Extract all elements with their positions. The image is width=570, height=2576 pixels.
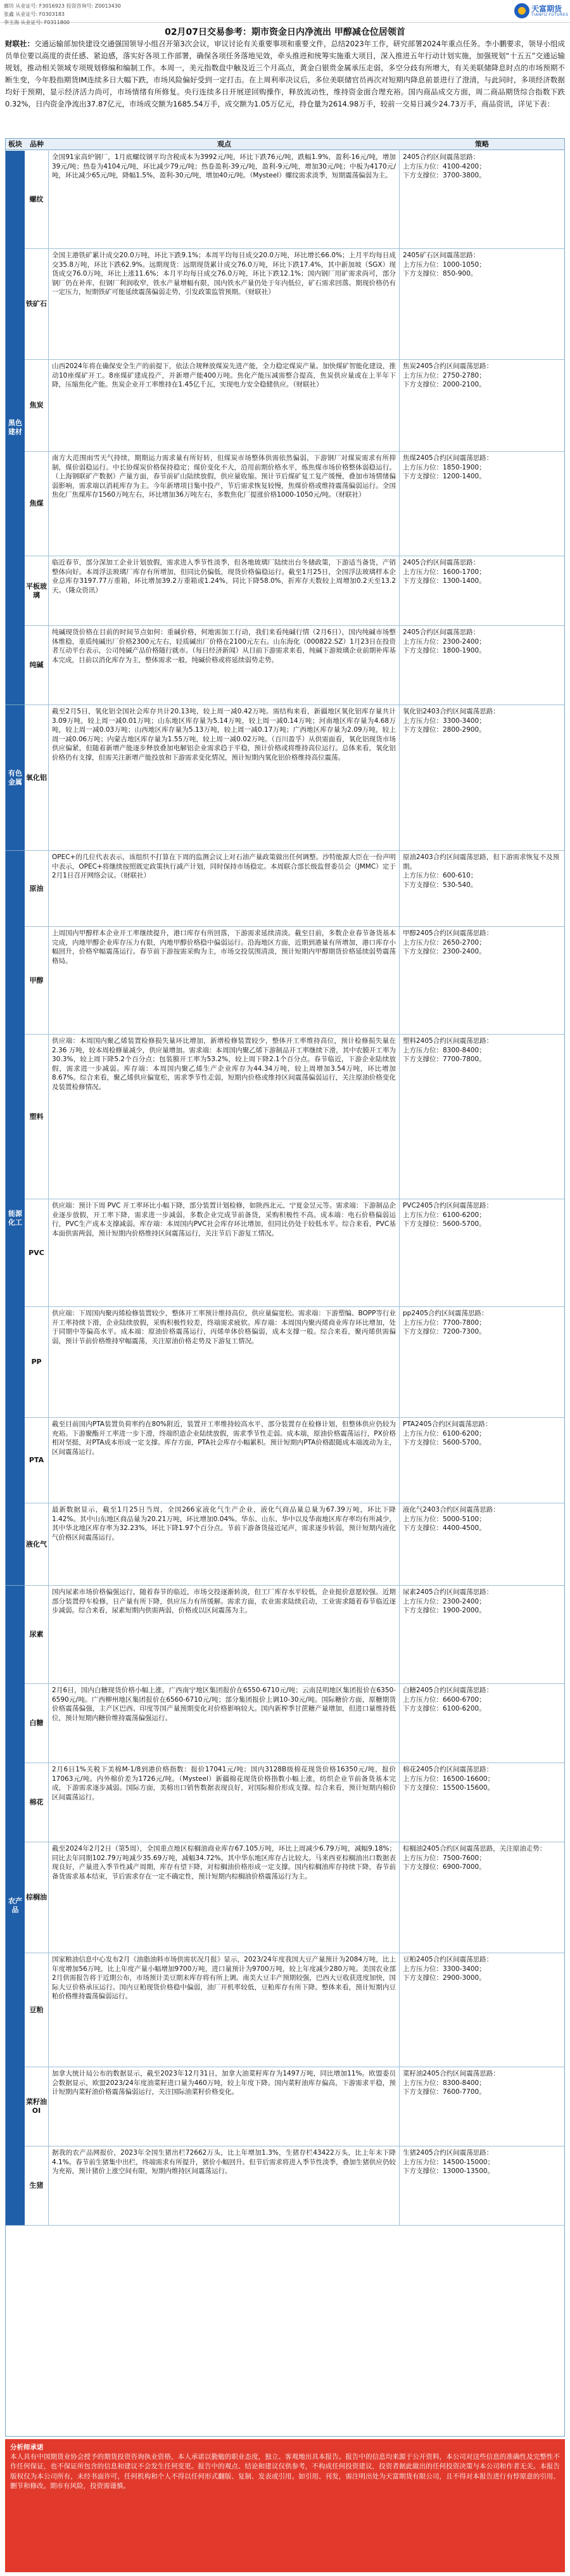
product-view: 供应端：本周国内聚乙烯装置检修损失量环比增加，新增检修装置较少，整体开工率维持高位，预计检修损失量在 2.36 万吨，较本周检修量减少，供应量增加。需求端：本周国内聚乙烯下游制品开工率继续下滑，其中农膜开工率为30.3%，较上周下降5.2个百分点；包装膜开工率为53.2%，较上周下降2.1个百分点。春节临近，下游企业陆续放假，需求进一步减弱。库存端：本周国内聚乙烯生产企业库存为44.34万吨，较上周增加3.54万吨，环比增加8.67%。综合来看，聚乙烯供应偏宽松，需求季节性走弱，短期内价格或维持区间震荡偏弱运行，关注原油价格变化及装置检修情况。	[49, 1035, 400, 1199]
product-view: 2月6日1%关税下美棉M-1/8到港价格指数：报价17041元/吨；国内3128B级棉花现货价格16350元/吨，报价17063元/吨。内外棉价差为1726元/吨。（Mysteel）新疆棉花现货价格指数小幅上涨，纺织企业节前备货基本完成，下游需求逐步减弱。国际方面，美棉出口销售数据表现良好，对国际棉价形成支撑。综合来看，预计短期内棉价区间震荡运行。	[49, 1763, 400, 1842]
commodity-table	[5, 138, 565, 2437]
table-row	[25, 1684, 564, 1763]
product-view: 加拿大统计局公布的数据显示，截至2023年12月31日，加拿大油菜籽库存为1497万吨，同比增加11%。欧盟委员会数据显示，欧盟2023/24年度油菜籽进口量为460万吨，较上年度下降。国内菜籽油库存偏高，下游需求平稳，预计短期内菜籽油价格震荡偏弱运行，关注国际油菜籽价格变化。	[49, 2067, 400, 2146]
strategy-text: 豆粕2405合约区间震荡思路： 上方压力位：3300-3400； 下方支撑位：2900-3000。	[403, 1956, 493, 1982]
product-name: 生猪	[25, 2146, 49, 2225]
sector-label: 能源化工	[6, 851, 25, 1586]
strategy-text: 原油2403合约区间震荡思路，但下游需求恢复不及预期。 上方压力位：600-610； 下方支撑位：530-540。	[403, 853, 560, 889]
table-row	[25, 151, 564, 249]
product-view: 南方大范围雨雪天气持续，期期运力需求量有所好转，但煤炭市场整体供需依然偏弱，下游钢厂对煤炭需求有所抑制，煤价弱稳运行。中长协煤炭价格保持稳定；煤价变化不大，沿用前期价格水平，炼焦煤市场价格整体弱稳运行。（上海钢联矿产数据）产量方面，春节前矿山陆续放假，供应量收缩。预计节后煤矿复工复产缓慢，叠加市场情绪偏弱影响，需求端以消耗库存为主。今年新增项目集中投产，节后需求恢复较慢，焦煤价格或维持震荡偏弱运行。全国焦化厂焦煤库存1560万吨左右，环比增加36万吨左右，多数焦化厂提涨价格1000-1050元/吨。（财联社）	[49, 452, 400, 556]
table-row	[25, 1586, 564, 1684]
logo-name: 天富期货	[531, 4, 562, 13]
table-row	[25, 705, 564, 851]
strategy-text: 焦煤2405合约区间震荡思路： 上方压力位：1850-1900； 下方支撑位：1200-1400。	[403, 454, 493, 480]
product-name: 棉花	[25, 1763, 49, 1842]
product-view: 山西2024年将在确保安全生产的前提下，依法合规释放煤炭先进产能，全力稳定煤炭产量。加快煤矿智能化建设，推动10座煤矿开工。8座煤矿建成投产，并新增产能400万吨。焦化产能压减需整合提高，焦炭供应量或在上半年下降，压缩焦化产能。焦炭企业开工率维持在1.45亿千瓦，实现电力安全稳健供应。（财联社）	[49, 360, 400, 451]
credential-line: 张鑫 从业证号: F0303183	[4, 11, 65, 17]
product-name: 焦煤	[25, 452, 49, 556]
product-view: 最新数据显示，截至1月25日当周，全国266家液化气生产企业，液化气商品量总量为67.39万吨，环比下降1.42%。其中山东地区商品量为20.21万吨，环比增加0.04%。华东、山东、华中以及华南地区库存率均有所减少，其中华北地区库存率为32.23%，环比下降1.97个百分点。节前下游备货接近尾声，需求逐步转弱，预计短期内液化气价格区间震荡运行。	[49, 1503, 400, 1585]
product-name: 平板玻璃	[25, 556, 49, 625]
credential-line: 廊坊 从业证号: F3016923 投资咨询号: Z0013430	[4, 3, 121, 9]
table-row	[25, 360, 564, 452]
product-strategy	[400, 1586, 564, 1683]
header-sector: 板块	[8, 140, 22, 148]
product-name: PVC	[25, 1199, 49, 1306]
product-strategy	[400, 1199, 564, 1306]
product-view: 纯碱现货价格在目前的时间节点如何：重碱价格，何地需加工行动，我们来看纯碱行情（2月6日），国内纯碱市场整体维稳，重质纯碱出厂价格2300元左右，轻质碱出厂价格在2100元左右。山东海化（000822.SZ）1月23日在投资者互动平台表示，公司纯碱产品价格随行就市。（每日经济新闻）从目前下游需求来看，纯碱下游玻璃企业前期补库基本完成，目前以消化库存为主，整体需求一般，纯碱价格或将延续弱势走势。	[49, 626, 400, 705]
product-strategy	[400, 452, 564, 556]
disclaimer-block	[5, 2439, 565, 2572]
product-name: PTA	[25, 1418, 49, 1503]
report-title: 02月07日交易参考：期市资金日内净流出 甲醇减仓位居领首	[165, 27, 405, 37]
product-view: 截至2月5日，氧化铝全国社会库存共计20.13吨，较上周一减0.42万吨。需结构来看，新疆地区氧化铝库存量共计3.09万吨，较上周一减0.01万吨；山东地区库存量为5.14万吨，较上周一减0.14万吨；河南地区库存量为4.68万吨，较上周一减0.03万吨；山西地区库存量为5.13万吨，较上周一减0.17万吨；广西地区库存量为2.09万吨，较上周一减0.06万吨；内蒙古地区库存量为1.55万吨，较上周一减0.02万吨。（百川盈孚）从供需面看，氧化铝现货市场供应偏紧，但随着新增产能逐步释放叠加电解铝企业需求趋于平稳，预计价格或将维持高位运行。总体来看，氧化铝价格仍有支撑，但需关注新增产能投放和下游需求变化情况，预计短期内氧化铝价格维持高位震荡。	[49, 705, 400, 850]
product-view: 据我的农产品网报价，2023年全国生猪出栏72662万头，比上年增加1.3%，生猪存栏43422万头，比上年末下降4.1%。春节前生猪集中出栏，终端需求有所提升，猪价小幅回升。但节后需求将进入季节性淡季，叠加生猪供应仍较为充裕，预计猪价上涨空间有限，短期内维持区间震荡运行。	[49, 2146, 400, 2225]
summary-label: 财联社：	[5, 39, 35, 48]
strategy-text: 菜籽油2405合约区间震荡思路： 上方压力位：8300-8400； 下方支撑位：7600-7700。	[403, 2070, 500, 2096]
logo-mark-icon	[514, 3, 529, 18]
strategy-text: 2405矿石区间震荡思路： 上方压力位：1000-1050； 下方支撑位：850-900。	[403, 252, 486, 277]
product-view: 国家粮油信息中心发布2月《油脂油料市场供需状况月报》显示，2023/24年度我国大豆产量预计为2084万吨，比上年度增加56万吨，比上年度产量小幅增加9700万吨，进口量预计为9700万吨，较上年度减少280万吨。美国农业部2月供需报告将于近期公布，市场预计美豆期末库存将有所上调。南美大豆丰产预期较强，巴西大豆收获进度加快，国际大豆价格承压运行。国内豆粕现货价格稳中偏弱，油厂开机率较低，豆粕库存有所下降。整体来看，预计短期内豆粕价格维持震荡偏弱运行。	[49, 1953, 400, 2067]
product-name: 铁矿石	[25, 249, 49, 359]
table-row	[25, 1418, 564, 1503]
product-strategy	[400, 1503, 564, 1585]
product-strategy	[400, 1763, 564, 1842]
product-strategy	[400, 927, 564, 1034]
strategy-text: 生猪2405合约区间震荡思路： 上方压力位：14500-15000； 下方支撑位：13000-13500。	[403, 2149, 495, 2175]
product-strategy	[400, 1307, 564, 1417]
table-row	[25, 452, 564, 556]
product-name: 菜籽油OI	[25, 2067, 49, 2146]
product-name: 棕榈油	[25, 1842, 49, 1953]
table-row	[25, 1953, 564, 2067]
product-view: OPEC+的几位代表表示，该组织不打算在下周的监测会议上对石油产量政策做出任何调整。沙特能源大臣在一份声明中表示，OPEC+将继续按照既定政策执行减产计划，同时保持市场稳定。本周联合部长级监督委员会（JMMC）定于2月1日召开网络会议。（财联社）	[49, 851, 400, 926]
product-view: 全国91家高炉钢厂，1月底螺纹钢平均含税成本为3992元/吨，环比下跌76元/吨，跌幅1.9%，盈利-16元/吨，增加39元/吨；热卷为4104元/吨，环比减少79元/吨；热卷盈利-39元/吨，盈利-9元/吨，增加30元/吨；中板为4170元/吨，环比减少65元/吨，降幅1.5%，盈利-30元/吨，增加40元/吨。（Mysteel）螺纹需求淡季，短期震荡偏弱为主。	[49, 151, 400, 248]
table-row	[25, 1842, 564, 1953]
table-row	[25, 556, 564, 626]
header-view: 观点	[217, 140, 231, 148]
product-name: 液化气	[25, 1503, 49, 1585]
product-view: 全国主港铁矿累计成交20.0万吨，环比下跌9.1%；本周平均每日成交20.0万吨，环比增长66.0%；上月平均每日成交35.8万吨，环比下跌62.9%。远期现货：远期现货累计成交76.0万吨，环比下跌17.4%，其中新加坡（SGX）现货成交76.0万吨，环比上涨11.6%；本月平均每日成交76.0万吨，环比下跌12.1%；国内钢厂用矿需求尚可，部分钢厂仍在补库，但钢厂利润收窄，铁水产量增幅有限，国内铁水产量仍处于年内低位，矿石需求回落。期现价格仍有一定压力，短期铁矿可能延续震荡偏弱走势，引发政策监管预期。（财联社）	[49, 249, 400, 359]
product-name: 甲醇	[25, 927, 49, 1034]
product-name: 原油	[25, 851, 49, 926]
product-name: 白糖	[25, 1684, 49, 1763]
product-strategy	[400, 1684, 564, 1763]
product-view: 2月6日，国内白糖现货价格小幅上涨，广西南宁地区集团报价在6550-6710元/吨；云南昆明地区集团报价在6350-6590元/吨。广西柳州地区集团报价在6560-6710元/吨；部分集团报价上调10-30元/吨。国际糖价方面，原糖期货价格震荡偏强，主产区巴西、印度等国产量预期变化对价格影响较大。国内新榨季甘蔗糖产量增加，但进口量维持低位，预计短期内糖价维持震荡偏强运行。	[49, 1684, 400, 1763]
product-name: 豆粕	[25, 1953, 49, 2067]
strategy-text: pp2405合约区间震荡思路： 上方压力位：7700-7800； 下方支撑位：7200-7300。	[403, 1310, 488, 1336]
product-view: 供应端：预计下周 PVC 开工率环比小幅下降，部分装置计划检修，如陕西北元、宁夏金昱元等。需求端：下游制品企业逐步放假，开工率下降，需求进一步减弱，多数企业完成节前备货，采购积极性不高。成本端：电石价格偏弱运行，PVC生产成本支撑减弱。库存端：本周国内PVC社会库存环比增加，但同比仍处于较低水平。综合来看，PVC基本面供需两弱，预计短期内价格维持区间震荡运行，关注节后下游复工情况。	[49, 1199, 400, 1306]
product-name: 尿素	[25, 1586, 49, 1683]
credential-line: 李玉海 从业证号: F0311800	[4, 20, 70, 25]
strategy-text: 氧化铝2403合约区间震荡思路： 上方压力位：3300-3400； 下方支撑位：2800-2900。	[403, 708, 500, 734]
company-logo	[514, 3, 569, 19]
table-row	[25, 927, 564, 1035]
strategy-text: 2405合约区间震荡思路： 上方压力位：2300-2400； 下方支撑位：1800-1900。	[403, 628, 486, 654]
strategy-text: 棕榈油2405合约区间震荡思路，关注原油走势： 上方压力位：7500-7600； 下方支撑位：6900-7000。	[403, 1845, 547, 1871]
table-row	[25, 2067, 564, 2146]
strategy-text: 甲醇2405合约区间震荡思路： 上方压力位：2650-2700； 下方支撑位：2300-2400。	[403, 929, 493, 955]
table-row	[25, 249, 564, 360]
product-name: 塑料	[25, 1035, 49, 1199]
table-header-row	[6, 139, 564, 150]
disclaimer-text: 本人具有中国期货业协会授予的期货投资咨询执业资格，本人承诺以勤勉的职业态度，独立、客观地出具本报告。报告中的信息均来源于公开资料，本公司对这些信息的准确性及完整性不作任何保证，也不保证所包含的信息和建议不会发生任何变更。报告中的观点、结论和建议仅供参考，不构成任何投资建议，投资者据此做出的任何投资决策与本公司和作者无关。本报告版权仅为本公司所有，未经书面许可，任何机构和个人不得以任何形式翻版、复制、发表或引用。如引用、刊发，需注明出处为天富期货有限公司，且不得对本报告进行有悖原意的引用、删节和修改。期市有风险，投资需谨慎。	[10, 2453, 560, 2490]
product-strategy	[400, 705, 564, 850]
product-view: 供应端：下周国内聚丙烯检修装置较少，整体开工率预计维持高位，供应量偏宽松。需求端：下游塑编、BOPP等行业开工率持续下滑，企业陆续放假，采购积极性较差，终端需求疲软。库存端：本周国内聚丙烯商业库存环比增加，处于同期中等偏高水平。成本端：原油价格震荡运行，丙烯单体价格偏弱，成本支撑一般。综合来看，聚丙烯供需偏弱，预计节前价格维持窄幅震荡，关注原油价格走势及下游复工情况。	[49, 1307, 400, 1417]
strategy-text: 白糖2405合约区间震荡思路： 上方压力位：6600-6700； 下方支撑位：6100-6200。	[403, 1687, 493, 1712]
sector-label: 黑色建材	[6, 151, 25, 705]
product-view: 截至目前国内PTA装置负荷率约在80%附近，装置开工率维持较高水平，部分装置存在检修计划，但整体供应仍较为充裕。下游聚酯开工率进一步下滑，终端织造企业陆续放假，需求季节性走弱。成本端，原油价格震荡运行，PX价格相对坚挺，对PTA成本形成一定支撑。库存方面，PTA社会库存小幅累积。预计短期内PTA价格跟随成本端波动为主，区间震荡运行。	[49, 1418, 400, 1503]
product-strategy	[400, 626, 564, 705]
analyst-credentials	[4, 2, 121, 27]
sector-label: 农产品	[6, 1586, 25, 2226]
table-row	[25, 626, 564, 705]
product-strategy	[400, 2067, 564, 2146]
strategy-text: 尿素2405合约区间震荡思路： 上方压力位：2300-2400； 下方支撑位：1900-2000。	[403, 1588, 493, 1614]
header-strategy: 策略	[475, 140, 489, 148]
product-view: 国内尿素市场价格偏强运行，随着春节的临近，市场交投逐渐转淡，但工厂库存水平较低，企业挺价意愿较强。近期部分装置停车检修，日产量有所下降，供应压力有所缓解。需求方面，农业需求陆续启动，工业需求随着春节临近逐步减弱。综合来看，尿素短期内供需两弱，价格或以区间震荡为主。	[49, 1586, 400, 1683]
product-strategy	[400, 1035, 564, 1199]
table-row	[25, 1307, 564, 1418]
sector-label: 有色金属	[6, 705, 25, 851]
product-view: 临近春节，部分深加工企业计划放假，需求进入季节性淡季，但各地玻璃厂陆续出台冬储政策，下游适当备货，产销整体向好。本周浮法玻璃厂库存有所增加，但同比仍偏低，现货价格偏稳运行。截至1月25日，全国浮法玻璃样本企业总库存3197.77万重箱，环比增加39.2万重箱或1.24%，同比下降58.0%，折库存天数较上周增加0.2天至13.2天。（隆众资讯）	[49, 556, 400, 625]
table-row	[25, 2146, 564, 2226]
product-name: 纯碱	[25, 626, 49, 705]
disclaimer-heading: 分析师承诺	[10, 2444, 44, 2451]
product-strategy	[400, 249, 564, 359]
product-strategy	[400, 1418, 564, 1503]
product-view: 截至2024年2月2日（第5周），全国重点地区棕榈油商业库存67.105万吨，环比上周减少6.79万吨，减幅9.18%；同比去年同期102.79万吨减少35.69万吨，减幅34.72%。其中华东地区库存占比较大。马来西亚棕榈油出口数据表现良好，产量进入季节性减产周期，库存有望下降，对棕榈油价格形成一定支撑。国内棕榈油库存持续下降，春节前备货需求基本结束，节后需求存在一定不确定性，预计短期内棕榈油价格震荡运行为主。	[49, 1842, 400, 1953]
report-header-bar	[0, 0, 570, 23]
market-summary	[5, 38, 565, 110]
header-product: 品种	[30, 140, 44, 148]
summary-text: 交通运输部加快建设交通强国领导小组召开第3次会议，审议讨论有关重要事项和重要文件，总结2023年工作，研究部署2024年重点任务。李小鹏要求，领导小组成员单位要以高度的责任感、紧迫感，落实好各项工作部署，确保各项任务落地见效，牵头推进和统筹实施重大项目，深入推进五年行动计划实施，加强规划“十五五”交通运输规划，推动相关领域专项规划修编和编制工作。本周一，美元指数盘中触及近三个月高点，黄金白银贵金属承压走弱，多空分歧有所增大，有关美联储降息时点的市场预期不断生变，今年股指期货IM连续多日大幅下跌，市场风险偏好受到一定打击。在上周利率决议后，多位美联储官员再次对短期内降息前景进行了澄清，与此同时，多项经济数据均好于预期，显示经济活力尚可，市场情绪有所修复。央行连续多日开展逆回购操作，释放流动性，维持资金面合理充裕。国内商品成交方面，周二商品期货综合指数下跌0.32%，日内资金净流出37.87亿元，市场成交额为1685.54万手，成交额为1.05万亿元，持仓量为2614.98万手，较前一交易日减少24.73万手，商品资讯，详见下表：	[5, 39, 566, 108]
product-strategy	[400, 2146, 564, 2225]
product-name: 焦炭	[25, 360, 49, 451]
product-name: 螺纹	[25, 151, 49, 248]
product-strategy	[400, 1842, 564, 1953]
strategy-text: 液化气2403合约区间震荡思路： 上方压力位：5000-5100； 下方支撑位：4400-4500。	[403, 1506, 500, 1532]
strategy-text: 2405合约区间震荡思路： 上方压力位：4100-4200； 下方支撑位：3700-3800。	[403, 153, 486, 179]
strategy-text: PTA2405合约区间震荡思路： 上方压力位：6100-6200； 下方支撑位：5600-5700。	[403, 1420, 492, 1446]
strategy-text: 焦炭2405合约区间震荡思路： 上方压力位：2750-2780； 下方支撑位：2000-2100。	[403, 362, 493, 388]
strategy-text: 棉花2405合约区间震荡思路： 上方压力位：16500-16600； 下方支撑位：15500-15600。	[403, 1766, 495, 1792]
table-row	[25, 851, 564, 927]
product-strategy	[400, 151, 564, 248]
table-row	[25, 1763, 564, 1842]
logo-subtitle: TIANFU FUTURES	[531, 13, 569, 17]
product-name: 氧化铝	[25, 705, 49, 850]
table-row	[25, 1035, 564, 1199]
table-row	[25, 1503, 564, 1586]
product-strategy	[400, 556, 564, 625]
product-strategy	[400, 851, 564, 926]
product-strategy	[400, 1953, 564, 2067]
strategy-text: 塑料2405合约区间震荡思路： 上方压力位：8300-8400； 下方支撑位：7700-7800。	[403, 1037, 493, 1063]
product-strategy	[400, 360, 564, 451]
product-name: PP	[25, 1307, 49, 1417]
product-view: 上周国内甲醇样本企业开工率继续提升，港口库存有所回落，下游需求延续清淡。截至目前，多数企业春节备货基本完成，内地甲醇企业库存压力有限，内地甲醇价格稳中偏弱运行。沿海地区方面，近期到港量有所增加，港口库存小幅回升，价格窄幅震荡运行。春节前下游按需采购为主，市场交投氛围清淡，预计短期内甲醇期货价格延续弱势震荡格局。	[49, 927, 400, 1034]
table-row	[25, 1199, 564, 1307]
strategy-text: PVC2405合约区间震荡思路： 上方压力位：6100-6200； 下方支撑位：5600-5700。	[403, 1202, 493, 1228]
strategy-text: 2405合约区间震荡思路： 上方压力位：1600-1700； 下方支撑位：1300-1400。	[403, 559, 486, 585]
